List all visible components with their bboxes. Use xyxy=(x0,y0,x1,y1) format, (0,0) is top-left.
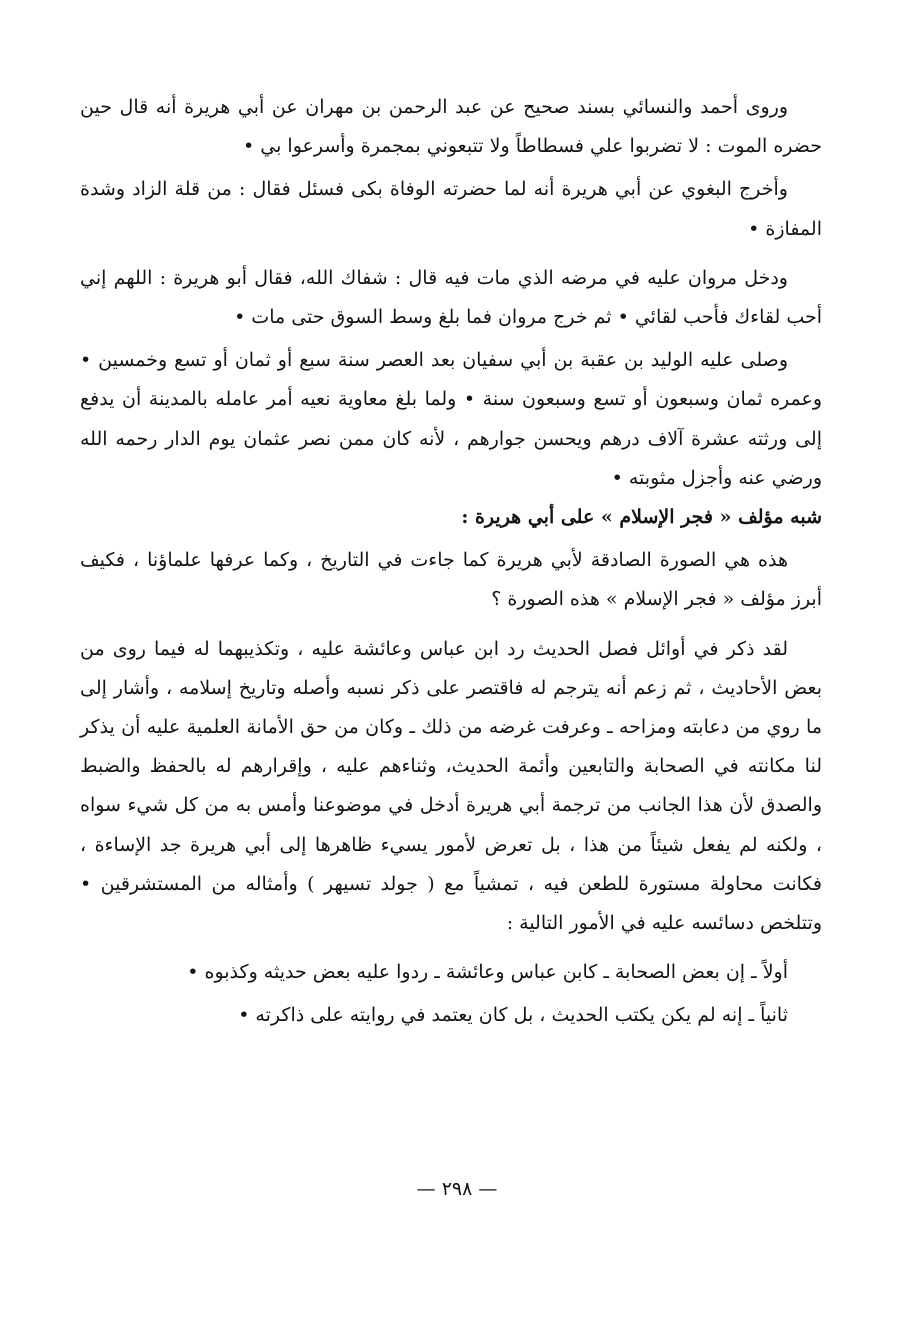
page-number: — ٢٩٨ — xyxy=(416,1178,498,1200)
section-heading: شبه مؤلف « فجر الإسلام » على أبي هريرة : xyxy=(461,506,822,529)
paragraph: وصلى عليه الوليد بن عقبة بن أبي سفيان بعد العصر سنة سبع أو ثمان أو تسع وخمسين • وعمره ثمان وسبعون أو تسع وسبعون سنة • ولما بلغ معاوية نعيه أمر عامله بالمدينة أن يدفع إلى ورثته عشرة آلاف درهم ويحسن جوارهم ، لأنه كان ممن نصر عثمان يوم الدار رحمه الله ورضي عنه وأجزل مثوبته • xyxy=(80,349,822,489)
paragraph: ثانياً ـ إنه لم يكن يكتب الحديث ، بل كان يعتمد في روايته على ذاكرته • xyxy=(238,1004,788,1027)
paragraph: وأخرج البغوي عن أبي هريرة أنه لما حضرته الوفاة بكى فسئل فقال : من قلة الزاد وشدة المفازة • xyxy=(80,178,822,240)
paragraph: ودخل مروان عليه في مرضه الذي مات فيه قال : شفاك الله، فقال أبو هريرة : اللهم إني أحب لقاءك فأحب لقائي • ثم خرج مروان فما بلغ وسط السوق حتى مات • xyxy=(80,266,822,329)
paragraph: وروى أحمد والنسائي بسند صحيح عن عبد الرحمن بن مهران عن أبي هريرة أنه قال حين حضره الموت : لا تضربوا علي فسطاطاً ولا تتبعوني بمجمرة وأسرعوا بي • xyxy=(80,96,822,158)
paragraph: لقد ذكر في أوائل فصل الحديث رد ابن عباس وعائشة عليه ، وتكذيبهما له فيما روى من بعض الأحاديث ، ثم زعم أنه يترجم له فاقتصر على ذكر نسبه وأصله وتاريخ إسلامه ، وأشار إلى ما روي من دعابته ومزاحه ـ وعرفت غرضه من ذلك ـ وكان من حق الأمانة العلمية عليه أن يذكر لنا مكانته في الصحابة والتابعين وأئمة الحديث، وثناءهم عليه ، وإقرارهم له بالحفظ والضبط والصدق لأن هذا الجانب من ترجمة أبي هريرة أدخل في موضوعنا وأمس به من كل شيء سواه ، ولكنه لم يفعل شيئاً من هذا ، بل تعرض لأمور يسيء ظاهرها إلى أبي هريرة جد الإساءة ، فكانت محاولة مستورة للطعن فيه ، تمشياً مع ( جولد تسيهر ) وأمثاله من المستشرقين • وتتلخص دسائسه عليه في الأمور التالية : xyxy=(80,637,822,935)
body-text xyxy=(80,88,822,1036)
paragraph: هذه هي الصورة الصادقة لأبي هريرة كما جاءت في التاريخ ، وكما عرفها علماؤنا ، فكيف أبرز مؤلف « فجر الإسلام » هذه الصورة ؟ xyxy=(80,549,822,611)
paragraph: أولاً ـ إن بعض الصحابة ـ كابن عباس وعائشة ـ ردوا عليه بعض حديثه وكذبوه • xyxy=(187,961,788,984)
